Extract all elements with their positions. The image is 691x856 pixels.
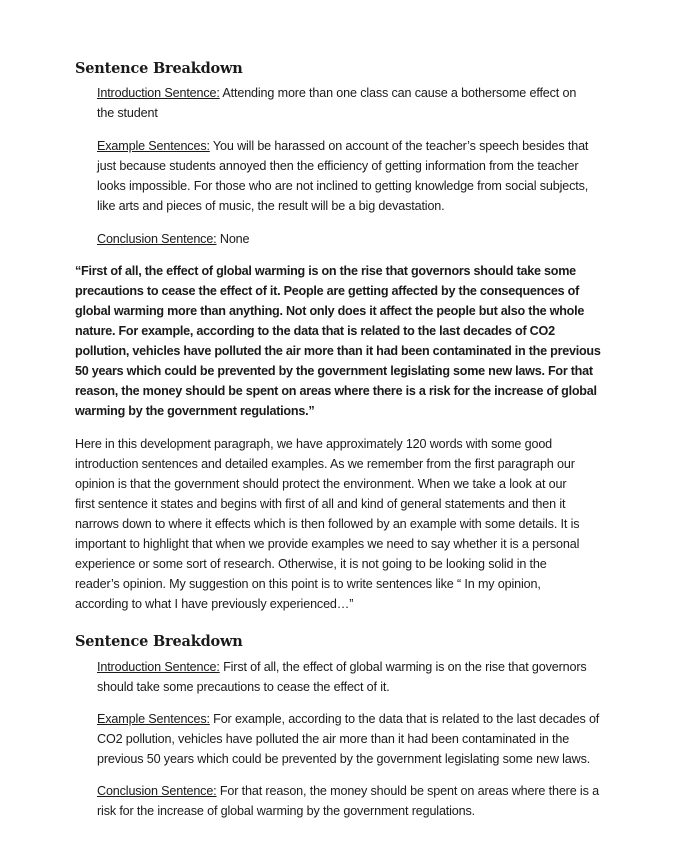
text-line: None <box>216 232 250 246</box>
text-line: pollution, vehicles have polluted the air more than it had been contaminated in the previous <box>75 344 601 358</box>
text-line: warming by the government regulations.” <box>75 404 315 418</box>
text-line: For that reason, the money should be spent on areas where there is a <box>216 784 599 798</box>
conclusion-label: Conclusion Sentence: <box>97 232 217 246</box>
example-sentences <box>97 709 599 769</box>
conclusion-sentence <box>97 781 599 821</box>
text-line: nature. For example, according to the data that is related to the last decades of CO2 <box>75 324 555 338</box>
text-line: like arts and pieces of music, the result will be a big devastation. <box>97 199 445 213</box>
text-line: risk for the increase of global warming by the government regulations. <box>97 804 476 818</box>
section-heading: Sentence Breakdown <box>75 633 243 650</box>
text-line: 50 years which could be prevented by the government legislating some new laws. For that <box>75 364 593 378</box>
intro-label: Introduction Sentence: <box>97 660 220 674</box>
text-line: reader’s opinion. My suggestion on this point is to write sentences like “ In my opinion, <box>75 577 541 591</box>
quoted-paragraph <box>75 261 601 421</box>
text-line: narrows down to where it effects which is then followed by an example with some details. It is <box>75 517 580 531</box>
text-line: should take some precautions to cease the effect of it. <box>97 680 390 694</box>
text-line: looks impossible. For those who are not inclined to getting knowledge from social subjects, <box>97 179 589 193</box>
text-line: according to what I have previously experienced…” <box>75 597 354 611</box>
text-line: the student <box>97 106 158 120</box>
text-line: global warming more than anything. Not only does it affect the people but also the whole <box>75 304 585 318</box>
intro-label: Introduction Sentence: <box>97 86 220 100</box>
text-line: “First of all, the effect of global warming is on the rise that governors should take some <box>75 264 576 278</box>
conclusion-sentence <box>97 229 249 249</box>
text-line: reason, the money should be spent on areas where there is a risk for the increase of global <box>75 384 597 398</box>
text-line: Here in this development paragraph, we have approximately 120 words with some good <box>75 437 553 451</box>
text-line: precautions to cease the effect of it. People are getting affected by the consequences of <box>75 284 580 298</box>
text-line: Attending more than one class can cause a bothersome effect on <box>219 86 577 100</box>
text-line: You will be harassed on account of the teacher’s speech besides that <box>209 139 589 153</box>
text-line: first sentence it states and begins with first of all and kind of general statements and then it <box>75 497 566 511</box>
section-heading: Sentence Breakdown <box>75 60 243 77</box>
text-line: For example, according to the data that is related to the last decades of <box>209 712 600 726</box>
example-sentences <box>97 136 588 216</box>
analysis-paragraph <box>75 434 579 614</box>
text-line: just because students annoyed then the efficiency of getting information from the teacher <box>97 159 579 173</box>
text-line: introduction sentences and detailed examples. As we remember from the first paragraph our <box>75 457 575 471</box>
text-line: experience or some sort of research. Otherwise, it is not going to be looking solid in the <box>75 557 547 571</box>
text-line: First of all, the effect of global warming is on the rise that governors <box>219 660 587 674</box>
text-line: important to highlight that when we provide examples we need to say whether it is a personal <box>75 537 580 551</box>
conclusion-label: Conclusion Sentence: <box>97 784 217 798</box>
example-label: Example Sentences: <box>97 712 210 726</box>
text-line: previous 50 years which could be prevented by the government legislating some new laws. <box>97 752 591 766</box>
intro-sentence <box>97 657 587 697</box>
text-line: CO2 pollution, vehicles have polluted the air more than it had been contaminated in the <box>97 732 570 746</box>
text-line: opinion is that the government should protect the environment. When we take a look at our <box>75 477 567 491</box>
intro-sentence <box>97 83 576 123</box>
example-label: Example Sentences: <box>97 139 210 153</box>
